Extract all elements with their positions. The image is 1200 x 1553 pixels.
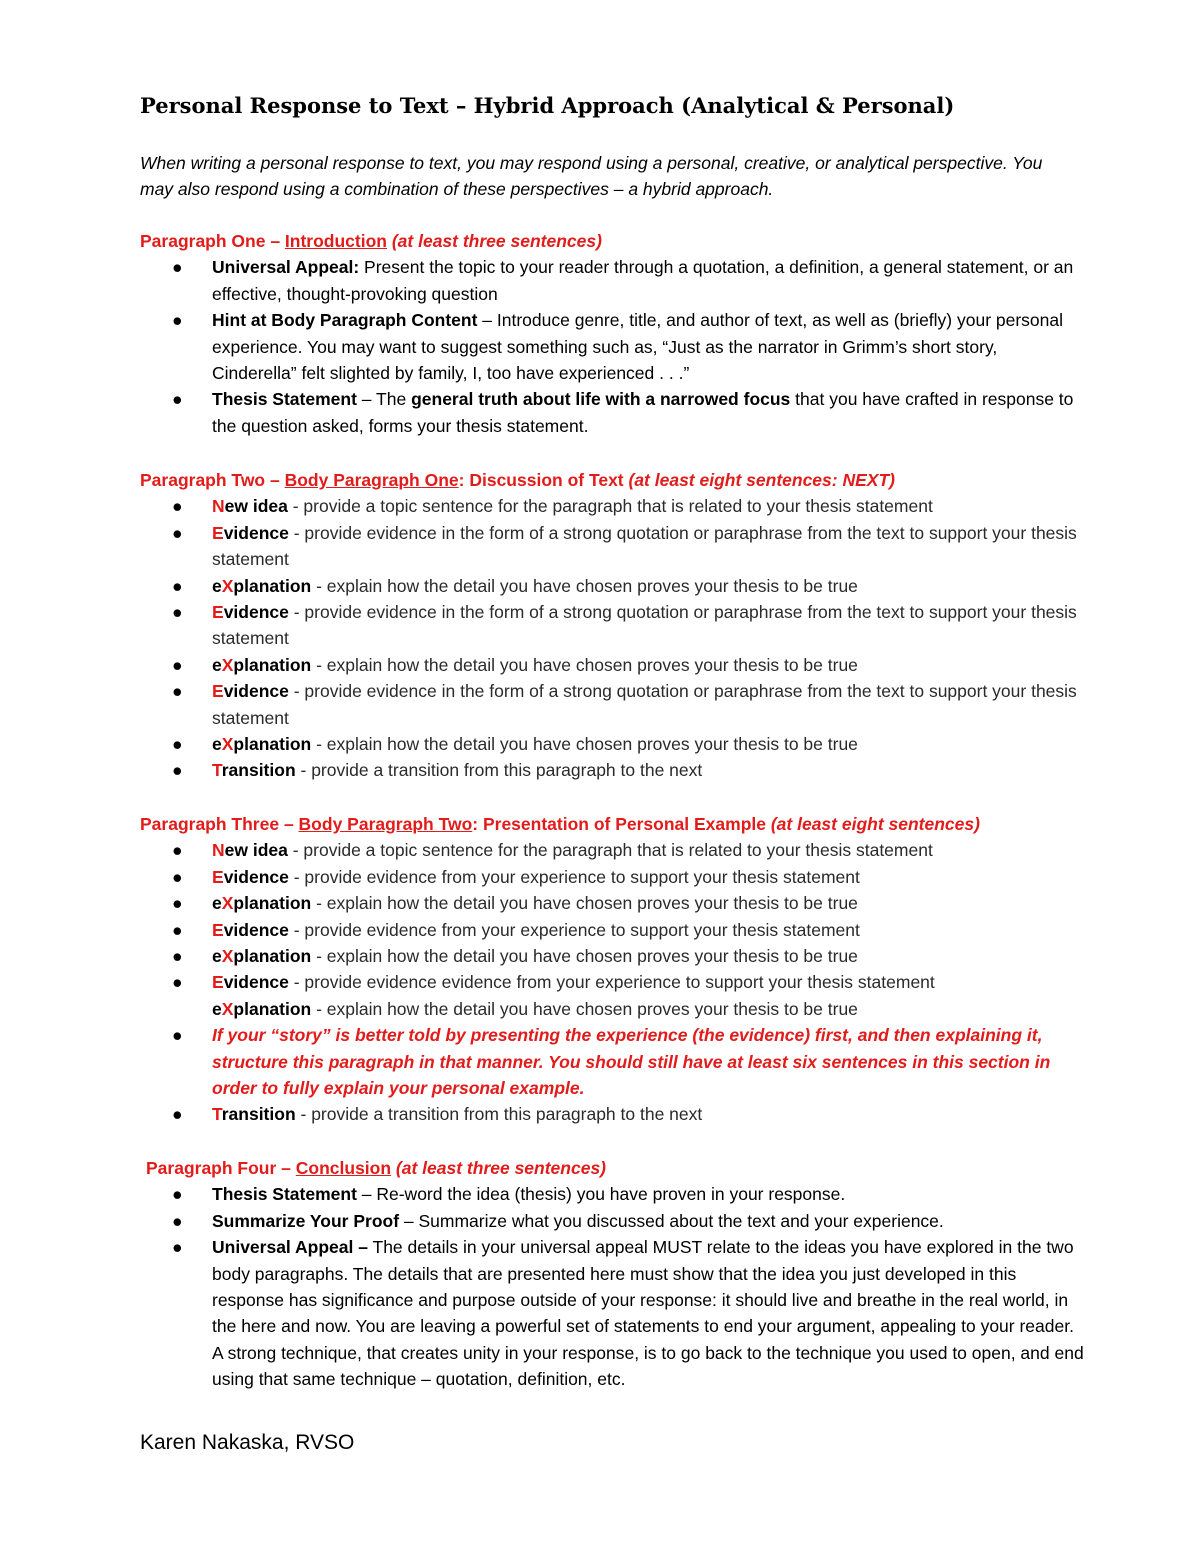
bullet-icon: ● [172, 602, 183, 623]
section-heading: Paragraph Three – Body Paragraph Two: Presentation of Personal Example (at least eight sentences) [140, 814, 980, 834]
item-text: - provide evidence from your experience to support your thesis statement [288, 919, 860, 940]
note-text: If your “story” is better told by presenting the experience (the evidence) first, and then explaining it, structure this paragraph in that manner. You should still have at least six sentences in this section in order to fully explain your personal example. [212, 1025, 1051, 1099]
item-text: - provide evidence from your experience to support your thesis statement [288, 866, 860, 887]
item-label: New idea [212, 840, 288, 861]
list-item [140, 996, 1080, 1022]
list-item: ● Summarize Your Proof – Summarize what you discussed about the text and your experience. [140, 1208, 1086, 1234]
list-item: ● Universal Appeal: Present the topic to your reader through a quotation, a definition, a general statement, or an effective, thought-provoking question [140, 254, 1080, 307]
item-text: - explain how the detail you have chosen proves your thesis to be true [311, 654, 858, 675]
item-text: - explain how the detail you have chosen proves your thesis to be true [311, 734, 858, 755]
list-item [140, 943, 1080, 969]
list-item [140, 1022, 1080, 1101]
bullet-list [140, 837, 1080, 1127]
bullet-list [140, 493, 1080, 783]
item-label: Evidence [212, 602, 289, 623]
bullet-icon: ● [172, 310, 183, 331]
bullet-list [140, 1181, 1086, 1392]
item-label: Evidence [212, 522, 289, 543]
item-label: New idea [212, 496, 288, 517]
item-label: eXplanation [212, 998, 312, 1019]
item-text: - provide evidence in the form of a strong quotation or paraphrase from the text to support your thesis statement [212, 522, 1077, 570]
bullet-icon: ● [172, 257, 183, 278]
item-label: Transition [212, 760, 296, 781]
list-item [140, 520, 1080, 573]
section-paragraph-one [140, 228, 1080, 439]
bullet-icon: ● [172, 1210, 183, 1231]
item-text: - provide evidence in the form of a strong quotation or paraphrase from the text to support your thesis statement [212, 602, 1077, 649]
list-item [140, 917, 1080, 943]
list-item [140, 969, 1080, 995]
list-item [140, 493, 1080, 519]
item-label: eXplanation [212, 893, 312, 914]
list-item [140, 864, 1080, 890]
page-title: Personal Response to Text – Hybrid Approach (Analytical & Personal) [140, 93, 955, 118]
section-heading: Paragraph Two – Body Paragraph One: Discussion of Text (at least eight sentences: NEXT) [140, 470, 895, 490]
list-item: ● Thesis Statement – Re-word the idea (thesis) you have proven in your response. [140, 1181, 1086, 1207]
bullet-icon: ● [172, 1025, 183, 1046]
item-text: - provide a transition from this paragraph to the next [295, 760, 703, 781]
intro-paragraph: When writing a personal response to text, you may respond using a personal, creative, or analytical perspective. You may also respond using a combination of these perspectives – a hybrid approach. [140, 153, 1043, 200]
list-item [140, 573, 1080, 599]
list-item [140, 599, 1080, 652]
list-item [140, 757, 1080, 783]
bullet-icon: ● [172, 840, 183, 861]
bullet-icon: ● [172, 734, 183, 755]
list-item [140, 890, 1080, 916]
bullet-icon: ● [172, 1184, 183, 1205]
bullet-icon: ● [172, 972, 183, 993]
bullet-icon: ● [172, 866, 183, 887]
item-label: eXplanation [212, 734, 312, 755]
bullet-icon: ● [172, 496, 183, 517]
list-item [140, 652, 1080, 678]
list-item [140, 1101, 1080, 1127]
item-text: - explain how the detail you have chosen proves your thesis to be true [311, 893, 858, 914]
bullet-icon: ● [172, 681, 183, 702]
bullet-icon: ● [172, 575, 183, 596]
bullet-icon: ● [172, 919, 183, 940]
section-heading: Paragraph One – Introduction (at least three sentences) [140, 231, 602, 251]
bullet-icon: ● [172, 522, 183, 543]
section-heading: Paragraph Four – Conclusion (at least three sentences) [146, 1158, 607, 1178]
section-paragraph-two [140, 467, 1080, 784]
item-text: - provide evidence evidence from your experience to support your thesis statement [288, 972, 935, 993]
bullet-list [140, 254, 1080, 439]
bullet-icon: ● [172, 760, 183, 781]
bullet-icon: ● [172, 654, 183, 675]
item-text: - explain how the detail you have chosen proves your thesis to be true [311, 998, 858, 1019]
bullet-icon: ● [172, 389, 183, 410]
item-label: Evidence [212, 681, 289, 702]
item-text: - provide a transition from this paragraph to the next [295, 1104, 703, 1125]
item-text: - provide evidence in the form of a strong quotation or paraphrase from the text to support your thesis statement [212, 681, 1077, 728]
item-text: - explain how the detail you have chosen proves your thesis to be true [311, 575, 858, 596]
item-label: eXplanation [212, 575, 312, 596]
item-label: Transition [212, 1104, 296, 1125]
list-item [140, 678, 1080, 731]
item-text: - provide a topic sentence for the paragraph that is related to your thesis statement [287, 840, 933, 861]
bullet-icon: ● [172, 1104, 183, 1125]
item-label: eXplanation [212, 946, 312, 967]
section-paragraph-four [146, 1155, 1086, 1393]
item-label: Evidence [212, 972, 289, 993]
item-text: - provide a topic sentence for the paragraph that is related to your thesis statement [287, 496, 933, 517]
list-item: ● Universal Appeal – The details in your universal appeal MUST relate to the ideas you have explored in the two body paragraphs. The details that are presented here must show that the idea you just developed in this response has significance and purpose outside of your response: it should live and breathe in the real world, in the here and now. You are leaving a powerful set of statements to end your argument, appealing to your reader. A strong technique, that creates unity in your response, is to go back to the technique you used to open, and end using that same technique – quotation, definition, etc. [140, 1234, 1086, 1392]
item-label: Evidence [212, 919, 289, 940]
section-paragraph-three [140, 811, 1080, 1128]
list-item: ● Thesis Statement – The general truth about life with a narrowed focus that you have crafted in response to the question asked, forms your thesis statement. [140, 386, 1080, 439]
item-text: - explain how the detail you have chosen proves your thesis to be true [311, 946, 858, 967]
list-item [140, 731, 1080, 757]
bullet-icon: ● [172, 893, 183, 914]
item-label: Evidence [212, 866, 289, 887]
list-item [140, 837, 1080, 863]
bullet-icon: ● [172, 946, 183, 967]
item-label: eXplanation [212, 654, 312, 675]
bullet-icon: ● [172, 1237, 183, 1258]
list-item: ● Hint at Body Paragraph Content – Introduce genre, title, and author of text, as well as (briefly) your personal experience. You may want to suggest something such as, “Just as the narrator in Grimm’s short story, Cinderella” felt slighted by family, I, too have experienced . . .” [140, 307, 1080, 386]
author-footer: Karen Nakaska, RVSO [140, 1431, 355, 1454]
